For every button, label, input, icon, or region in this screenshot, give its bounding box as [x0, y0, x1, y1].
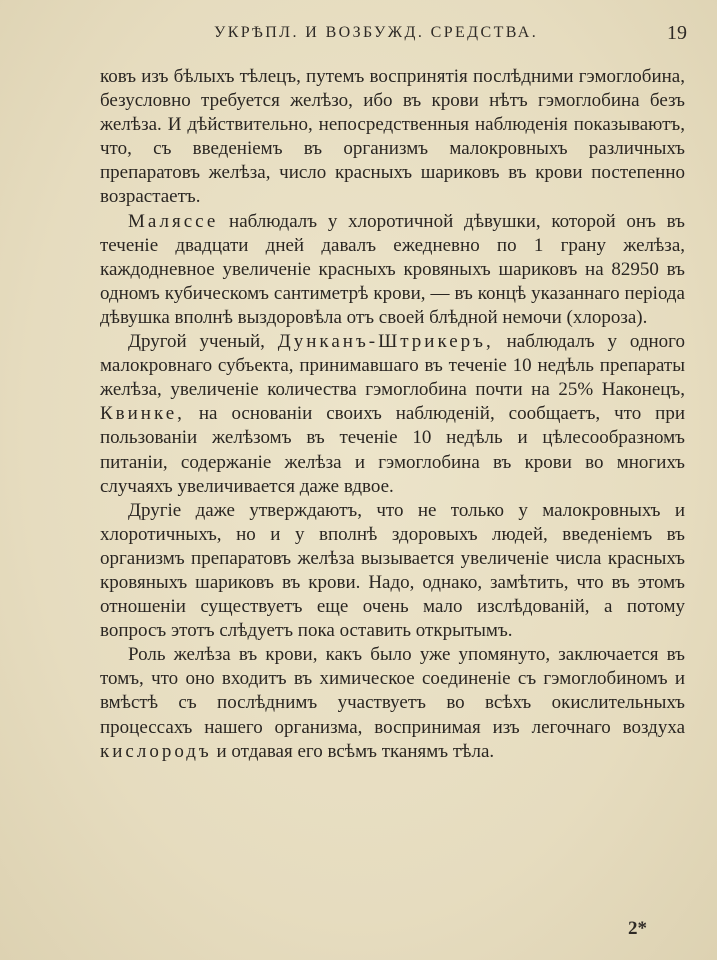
spaced-word-oxygen: кислородъ [100, 740, 212, 762]
paragraph-3-text-before: Другой ученый, [128, 331, 265, 353]
paragraph-1-text: ковъ изъ бѣлыхъ тѣлецъ, путемъ воспринятія послѣдними гэмоглобина, безусловно требуется желѣзо, ибо въ крови нѣтъ гэмоглобина безъ желѣза. И дѣйствительно, непосредственныя наблюденія показываютъ, что, съ введеніемъ въ организмъ малокровныхъ различныхъ препаратовъ желѣза, число красныхъ шариковъ въ крови постепенно возрастаетъ. [100, 66, 685, 208]
paragraph-2 [100, 210, 685, 330]
running-head: УКРѢПЛ. И ВОЗБУЖД. СРЕДСТВА. [214, 24, 539, 41]
paragraph-3 [100, 330, 685, 499]
paragraph-1 [100, 65, 685, 210]
body-text [100, 65, 685, 764]
paragraph-4 [100, 499, 685, 644]
paragraph-4-text: Другіе даже утверждаютъ, что не только у малокровныхъ и хлоротичныхъ, но и у вполнѣ здоровыхъ людей, введеніемъ въ организмъ препаратовъ желѣза вызывается увеличеніе числа красныхъ кровяныхъ шариковъ въ крови. Надо, однако, замѣтить, что въ этомъ отношеніи существуетъ еще очень мало изслѣдованій, а потому вопросъ этотъ слѣдуетъ пока оставить открытымъ. [100, 499, 685, 642]
author-name-duncan-stricker: Дунканъ-Штрикеръ, [277, 331, 494, 353]
paragraph-5-text: Роль желѣза въ крови, какъ было уже упомянуто, заключается въ томъ, что оно входитъ въ химическое соединеніе съ гэмоглобиномъ и вмѣстѣ съ послѣднимъ участвуетъ во всѣхъ окислительныхъ процессахъ нашего организма, воспринимая изъ легочнаго воздуха [100, 644, 685, 738]
author-name-quincke: Квинке, [100, 403, 185, 425]
author-name-malyasse: Маляссе [128, 210, 219, 232]
paragraph-5 [100, 643, 685, 763]
paragraph-3-text-after: на основаніи своихъ наблюденій, сообщаетъ, что при пользованіи желѣзомъ въ теченіе 10 недѣль и цѣлесообразномъ питаніи, содержаніе желѣза и гэмоглобина въ крови во многихъ случаяхъ увеличивается даже вдвое. [100, 403, 685, 497]
paragraph-2-text: наблюдалъ у хлоротичной дѣвушки, которой онъ въ теченіе двадцати дней давалъ ежедневно по 1 грану желѣза, каждодневное увеличеніе красныхъ кровяныхъ шариковъ на 82950 въ одномъ кубическомъ сантиметрѣ крови, — въ концѣ указаннаго періода дѣвушка вполнѣ выздоровѣла отъ своей блѣдной немочи (хлороза). [100, 210, 686, 328]
page-number: 19 [667, 22, 687, 44]
paragraph-3-text-mid: наблюдалъ у одного малокровнаго субъекта, принимавшаго въ теченіе 10 недѣль препараты желѣза, увеличеніе количества гэмоглобина почти на 25% Наконецъ, [100, 331, 685, 401]
paragraph-5-text-after: и отдавая его всѣмъ тканямъ тѣла. [216, 740, 495, 762]
signature-mark: 2* [628, 918, 647, 939]
